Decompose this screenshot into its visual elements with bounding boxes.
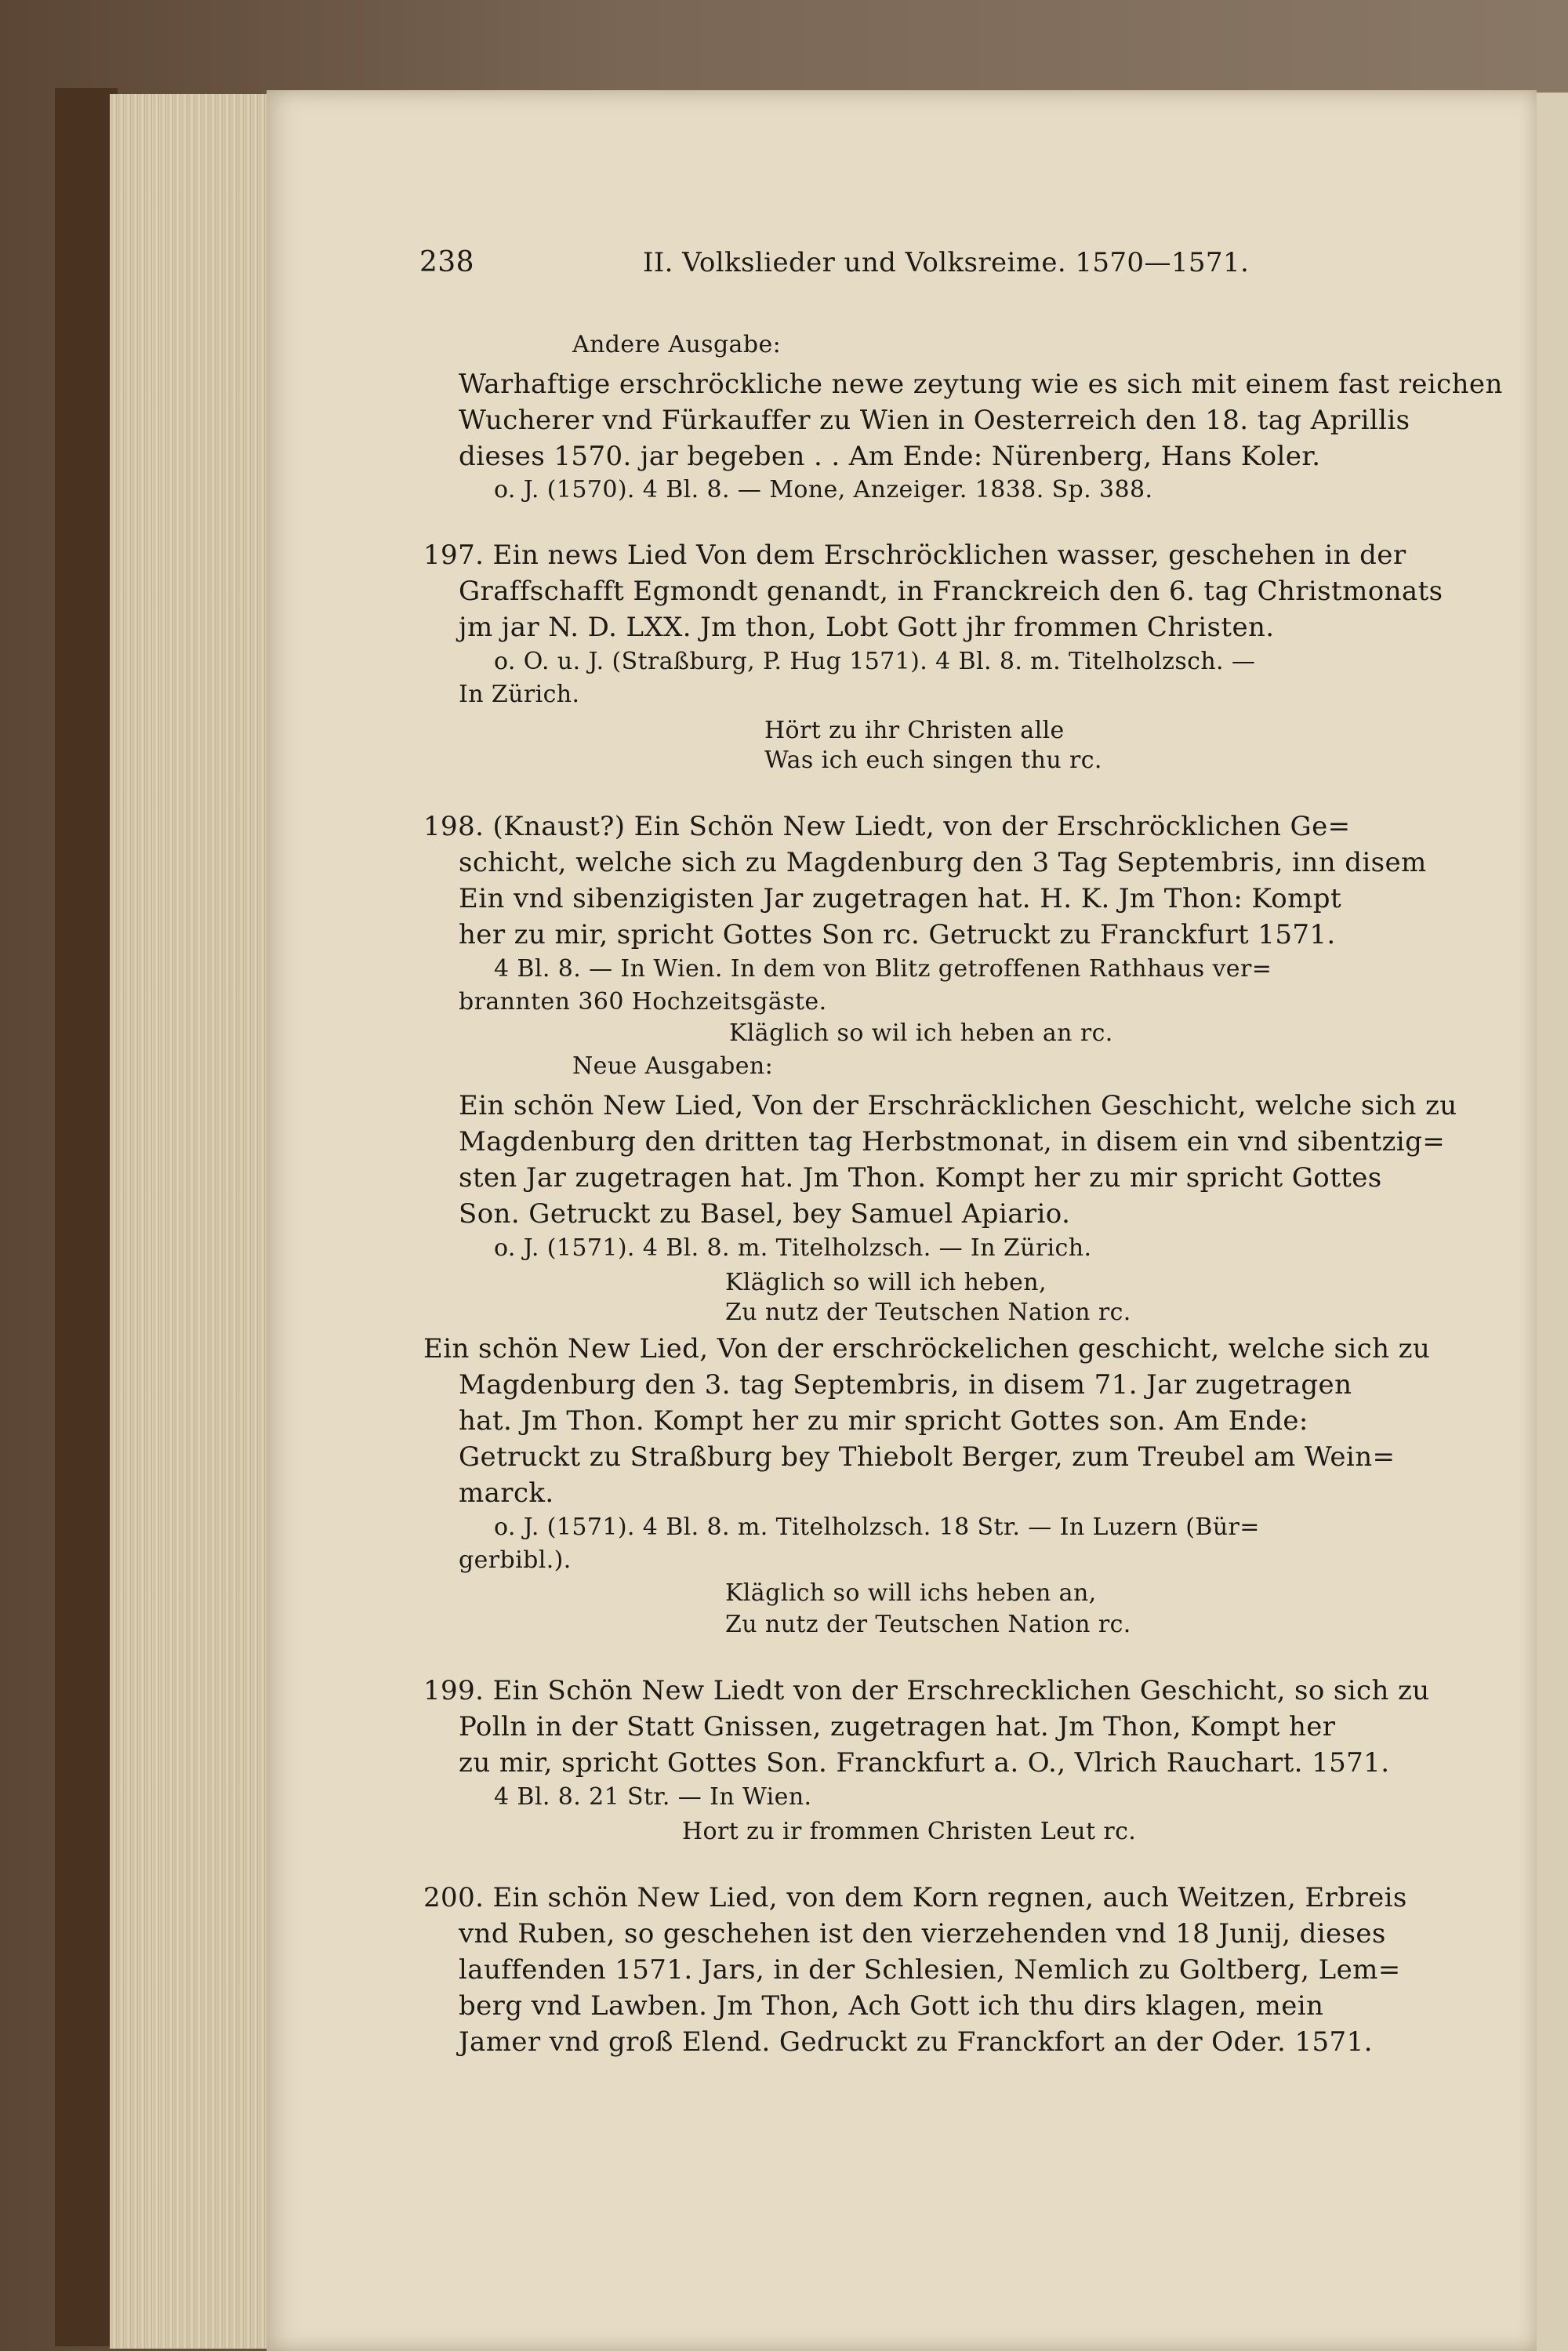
text-line: jm jar N. D. LXX. Jm thon, Lobt Gott jhr frommen Christen. (459, 612, 1275, 643)
text-line: zu mir, spricht Gottes Son. Franckfurt a. O., Vlrich Rauchart. 1571. (459, 1747, 1390, 1779)
page-edges (110, 94, 274, 2349)
text-line: Kläglich so wil ich heben an rc. (729, 1019, 1113, 1047)
text-line: o. J. (1570). 4 Bl. 8. — Mone, Anzeiger. 1838. Sp. 388. (494, 476, 1153, 503)
text-line: Ein vnd sibenzigisten Jar zugetragen hat. H. K. Jm Thon: Kompt (459, 883, 1342, 914)
text-line: Warhaftige erschröckliche newe zeytung wie es sich mit einem fast reichen (459, 369, 1503, 400)
text-line: brannten 360 Hochzeitsgäste. (459, 988, 827, 1016)
text-line: o. J. (1571). 4 Bl. 8. m. Titelholzsch. — In Zürich. (494, 1234, 1092, 1262)
text-line: Zu nutz der Teutschen Nation rc. (725, 1611, 1131, 1638)
text-line: Jamer vnd groß Elend. Gedruckt zu Franckfort an der Oder. 1571. (459, 2026, 1373, 2058)
text-line: 197. Ein news Lied Von dem Erschröcklichen wasser, geschehen in der (423, 540, 1406, 571)
text-line: o. O. u. J. (Straßburg, P. Hug 1571). 4 Bl. 8. m. Titelholzsch. — (494, 648, 1256, 675)
running-title: II. Volkslieder und Volksreime. 1570—1571. (643, 247, 1250, 278)
text-line: Getruckt zu Straßburg bey Thiebolt Berger, zum Treubel am Wein= (459, 1441, 1396, 1473)
text-line: vnd Ruben, so geschehen ist den vierzehenden vnd 18 Junij, dieses (459, 1918, 1386, 1949)
text-line: Hort zu ir frommen Christen Leut rc. (682, 1818, 1137, 1845)
text-line: Polln in der Statt Gnissen, zugetragen hat. Jm Thon, Kompt her (459, 1711, 1336, 1742)
book-cover-edge (55, 88, 118, 2346)
text-line: In Zürich. (459, 681, 580, 708)
text-line: gerbibl.). (459, 1546, 572, 1574)
text-line: Zu nutz der Teutschen Nation rc. (725, 1299, 1131, 1326)
text-line: Wucherer vnd Fürkauffer zu Wien in Oesterreich den 18. tag Aprillis (459, 405, 1410, 436)
text-line: Andere Ausgabe: (572, 331, 782, 358)
text-line: 4 Bl. 8. — In Wien. In dem von Blitz getroffenen Rathhaus ver= (494, 955, 1272, 983)
text-line: Ein schön New Lied, Von der Erschräcklichen Geschicht, welche sich zu (459, 1090, 1457, 1121)
text-line: her zu mir, spricht Gottes Son rc. Getruckt zu Franckfurt 1571. (459, 919, 1336, 950)
text-line: 200. Ein schön New Lied, von dem Korn regnen, auch Weitzen, Erbreis (423, 1882, 1407, 1913)
page-number: 238 (419, 246, 474, 278)
text-line: o. J. (1571). 4 Bl. 8. m. Titelholzsch. 18 Str. — In Luzern (Bür= (494, 1513, 1260, 1541)
text-line: Neue Ausgaben: (572, 1052, 774, 1080)
text-line: Ein schön New Lied, Von der erschröckelichen geschicht, welche sich zu (423, 1333, 1431, 1364)
text-line: sten Jar zugetragen hat. Jm Thon. Kompt her zu mir spricht Gottes (459, 1162, 1382, 1194)
facing-page-edge (1537, 93, 1568, 2351)
text-line: hat. Jm Thon. Kompt her zu mir spricht Gottes son. Am Ende: (459, 1405, 1308, 1437)
text-line: marck. (459, 1477, 554, 1509)
text-line: Magdenburg den 3. tag Septembris, in disem 71. Jar zugetragen (459, 1369, 1352, 1401)
text-line: lauffenden 1571. Jars, in der Schlesien, Nemlich zu Goltberg, Lem= (459, 1954, 1401, 1986)
text-line: dieses 1570. jar begeben . . Am Ende: Nürenberg, Hans Koler. (459, 441, 1321, 472)
text-line: Magdenburg den dritten tag Herbstmonat, in disem ein vnd sibentzig= (459, 1126, 1446, 1157)
text-line: 199. Ein Schön New Liedt von der Erschrecklichen Geschicht, so sich zu (423, 1675, 1430, 1706)
text-line: berg vnd Lawben. Jm Thon, Ach Gott ich thu dirs klagen, mein (459, 1990, 1324, 2022)
text-line: Kläglich so will ichs heben an, (725, 1579, 1097, 1607)
text-line: Kläglich so will ich heben, (725, 1269, 1047, 1296)
text-line: schicht, welche sich zu Magdenburg den 3 Tag Septembris, inn disem (459, 847, 1427, 878)
text-line: Graffschafft Egmondt genandt, in Franckreich den 6. tag Christmonats (459, 576, 1443, 607)
text-line: Was ich euch singen thu rc. (764, 747, 1102, 774)
text-line: Hört zu ihr Christen alle (764, 717, 1065, 744)
text-line: 4 Bl. 8. 21 Str. — In Wien. (494, 1783, 812, 1811)
book-page (267, 90, 1537, 2351)
text-line: Son. Getruckt zu Basel, bey Samuel Apiario. (459, 1198, 1071, 1230)
text-line: 198. (Knaust?) Ein Schön New Liedt, von der Erschröcklichen Ge= (423, 811, 1351, 842)
